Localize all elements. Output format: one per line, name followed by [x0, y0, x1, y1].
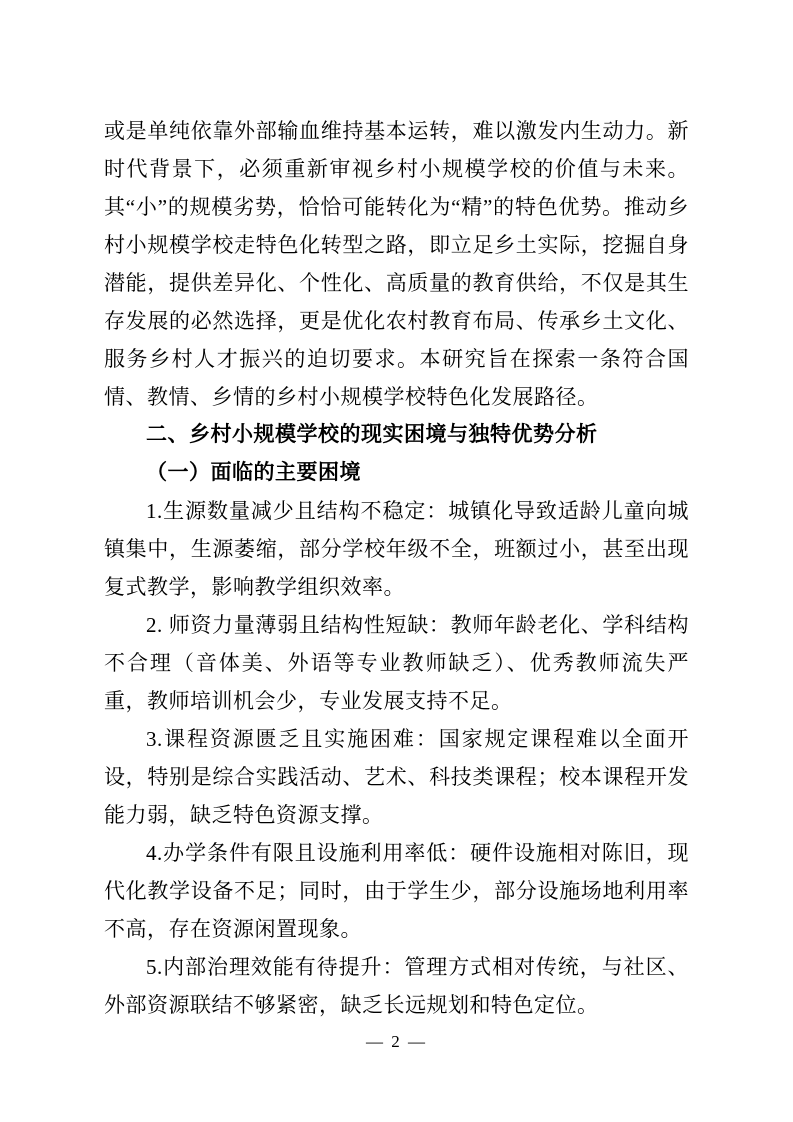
list-item-5: 5.内部治理效能有待提升：管理方式相对传统，与社区、外部资源联结不够紧密，缺乏长远规划和特色定位。 — [104, 955, 689, 1017]
subsection-heading: （一）面临的主要困境 — [146, 461, 361, 484]
intro-paragraph: 或是单纯依靠外部输血维持基本运转，难以激发内生动力。新时代背景下，必须重新审视乡村小规模学校的价值与未来。其“小”的规模劣势，恰恰可能转化为“精”的特色优势。推动乡村小规模学校走特色化转型之路，即立足乡土实际，挖掘自身潜能，提供差异化、个性化、高质量的教育供给，不仅是其生存发展的必然选择，更是优化农村教育布局、传承乡土文化、服务乡村人才振兴的迫切要求。本研究旨在探索一条符合国情、教情、乡情的乡村小规模学校特色化发展路径。 — [104, 119, 689, 409]
list-item-2: 2. 师资力量薄弱且结构性短缺：教师年龄老化、学科结构不合理（音体美、外语等专业教师缺乏）、优秀教师流失严重，教师培训机会少，专业发展支持不足。 — [104, 613, 689, 713]
page-number: — 2 — — [366, 1032, 427, 1051]
list-item-3: 3.课程资源匮乏且实施困难：国家规定课程难以全面开设，特别是综合实践活动、艺术、科技类课程；校本课程开发能力弱，缺乏特色资源支撑。 — [104, 727, 689, 827]
list-item-4: 4.办学条件有限且设施利用率低：硬件设施相对陈旧，现代化教学设备不足；同时，由于学生少，部分设施场地利用率不高，存在资源闲置现象。 — [104, 841, 689, 941]
document-body — [104, 112, 689, 1024]
list-item-1: 1.生源数量减少且结构不稳定：城镇化导致适龄儿童向城镇集中，生源萎缩，部分学校年级不全，班额过小，甚至出现复式教学，影响教学组织效率。 — [104, 499, 689, 599]
section-heading: 二、乡村小规模学校的现实困境与独特优势分析 — [146, 423, 598, 446]
